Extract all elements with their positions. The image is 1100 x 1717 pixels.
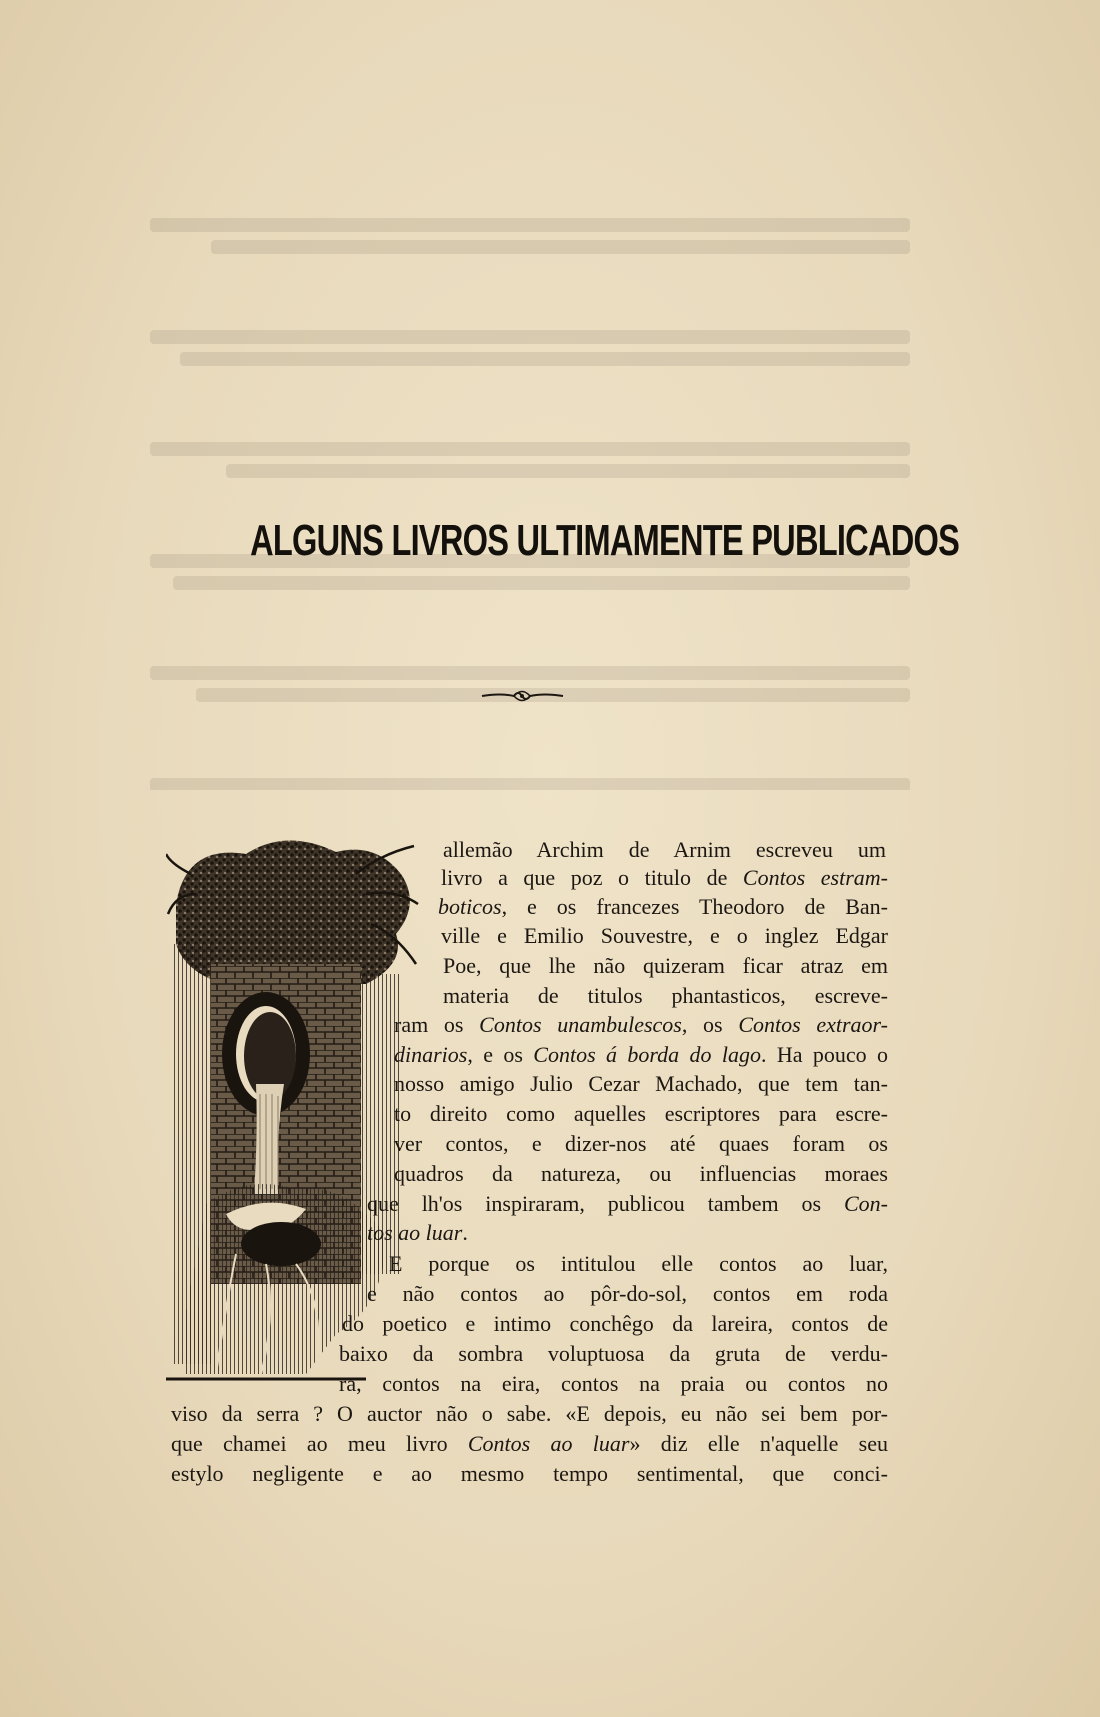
text-line-14: tos ao luar. (367, 1220, 468, 1245)
text-line-18: baixo da sombra voluptuosa da gruta de verdu- (339, 1341, 888, 1366)
text-line-12: quadros da natureza, ou influencias moraes (394, 1161, 888, 1186)
text-line-15: E porque os intitulou elle contos ao luar, (389, 1251, 888, 1276)
text-line-21: que chamei ao meu livro Contos ao luar» diz elle n'aquelle seu (171, 1431, 888, 1456)
text-line-16: e não contos ao pôr-do-sol, contos em roda (367, 1281, 888, 1306)
text-line-6: materia de titulos phantasticos, escreve- (443, 983, 888, 1008)
text-line-5: Poe, que lhe não quizeram ficar atraz em (443, 953, 888, 978)
text-line-19: ra, contos na eira, contos na praia ou contos no (339, 1371, 888, 1396)
text-line-8: dinarios, e os Contos á borda do lago. Ha pouco o (394, 1042, 889, 1067)
text-line-7: ram os Contos unambulescos, os Contos extraor- (394, 1012, 889, 1037)
text-line-3: boticos, e os francezes Theodoro de Ban- (438, 894, 888, 919)
ornament-divider-icon (480, 684, 565, 708)
text-line-2: livro a que poz o titulo de Contos estram- (441, 865, 888, 890)
text-line-11: ver contos, e dizer-nos até quaes foram os (394, 1131, 888, 1156)
text-line-1: allemão Archim de Arnim escreveu um (443, 837, 886, 862)
text-line-17: do poetico e intimo conchêgo da lareira, contos de (342, 1311, 888, 1336)
text-line-13: que lh'os inspiraram, publicou tambem os Con- (367, 1191, 888, 1216)
article-title: ALGUNS LIVROS ULTIMAMENTE PUBLICADOS (250, 516, 960, 565)
text-line-10: to direito como aquelles escriptores para escre- (394, 1101, 888, 1126)
text-line-22: estylo negligente e ao mesmo tempo sentimental, que conci- (171, 1461, 888, 1486)
text-line-4: ville e Emilio Souvestre, e o inglez Edgar (441, 923, 888, 948)
text-line-9: nosso amigo Julio Cezar Machado, que tem tan- (394, 1071, 888, 1096)
text-line-20: viso da serra ? O auctor não o sabe. «E depois, eu não sei bem por- (171, 1401, 888, 1426)
